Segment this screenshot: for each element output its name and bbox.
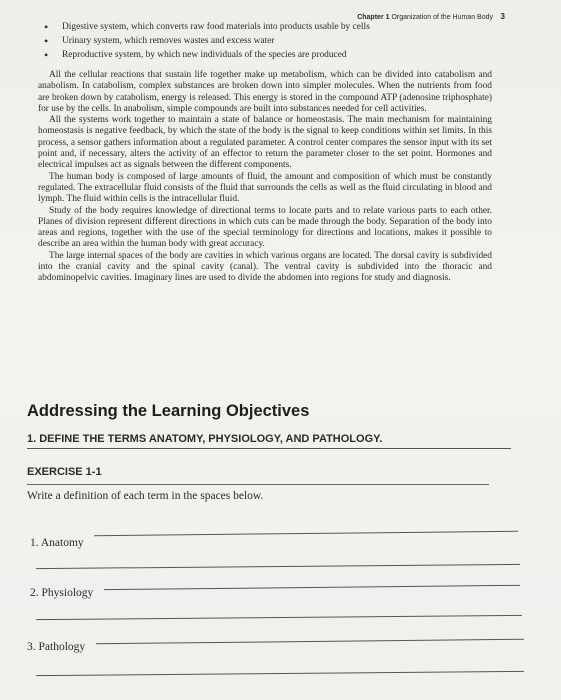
paragraph: Study of the body requires knowledge of directional terms to locate parts and to relate various parts to each other. Planes of division represent different directions in which cuts can be made through the body. Separation of the body into areas and regions, together with the use of the special terminology for directions and locations, makes it possible to describe an area within the human body with great accuracy. (38, 205, 492, 250)
pathology-answer-line-1[interactable] (96, 639, 524, 644)
paragraph: All the systems work together to maintain a state of balance or homeostasis. The main mechanism for maintaining homeostasis is negative feedback, by which the state of the body is the signal to keep conditions within set limits. In this process, a sensor gathers information about a regulated parameter. A control center compares the sensor input with its set point and, if necessary, alters the activity of an effector to return the parameter closer to the set point. Hormones and electrical impulses act as signals between the different components. (38, 115, 492, 171)
chapter-title: Organization of the Human Body (391, 14, 493, 21)
physiology-answer-line-2[interactable] (36, 615, 522, 620)
physiology-answer-line-1[interactable] (104, 585, 520, 590)
paragraph: The human body is composed of large amounts of fluid, the amount and composition of which must be constantly regulated. The extracellular fluid consists of the fluid that surrounds the cells as well as the fluid circulating in blood and lymph. The fluid within cells is the intracellular fluid. (38, 171, 492, 205)
exercise-instructions: Write a definition of each term in the spaces below. (27, 490, 264, 502)
paragraph: All the cellular reactions that sustain life together make up metabolism, which can be divided into catabolism and anabolism. In catabolism, complex substances are broken down into simpler molecules. When the nutrients from food are broken down by catabolism, energy is released. This energy is stored in the compound ATP (adenosine triphosphate) for use by the cells. In anabolism, simple compounds are built into substances needed for cell activities. (38, 70, 492, 114)
anatomy-answer-line-2[interactable] (36, 564, 520, 569)
section-title: Addressing the Learning Objectives (27, 402, 310, 420)
list-item: • Reproductive system, by which new individuals of the species are produced (44, 48, 484, 62)
paragraph: The large internal spaces of the body are cavities in which various organs are located. The dorsal cavity is subdivided into the cranial cavity and the spinal cavity (canal). The ventral cavity is subdivided into the thoracic and abdominopelvic cavities. Imaginary lines are used to divide the abdomen into regions for study and diagnosis. (38, 250, 492, 284)
learning-objective: 1. DEFINE THE TERMS ANATOMY, PHYSIOLOGY, AND PATHOLOGY. (27, 433, 511, 449)
body-systems-list (44, 20, 484, 62)
summary-text (38, 70, 492, 285)
pathology-label: 3. Pathology (27, 641, 86, 653)
anatomy-answer-line-1[interactable] (94, 531, 518, 536)
page-number: 3 (500, 12, 505, 21)
list-item: • Digestive system, which converts raw food materials into products usable by cells (44, 20, 484, 34)
exercise-heading: EXERCISE 1-1 (27, 466, 489, 485)
pathology-answer-line-2[interactable] (36, 671, 524, 676)
anatomy-label: 1. Anatomy (30, 537, 84, 549)
physiology-label: 2. Physiology (30, 587, 94, 599)
chapter-label: Chapter 1 (357, 14, 390, 21)
list-item: • Urinary system, which removes wastes and excess water (44, 34, 484, 48)
